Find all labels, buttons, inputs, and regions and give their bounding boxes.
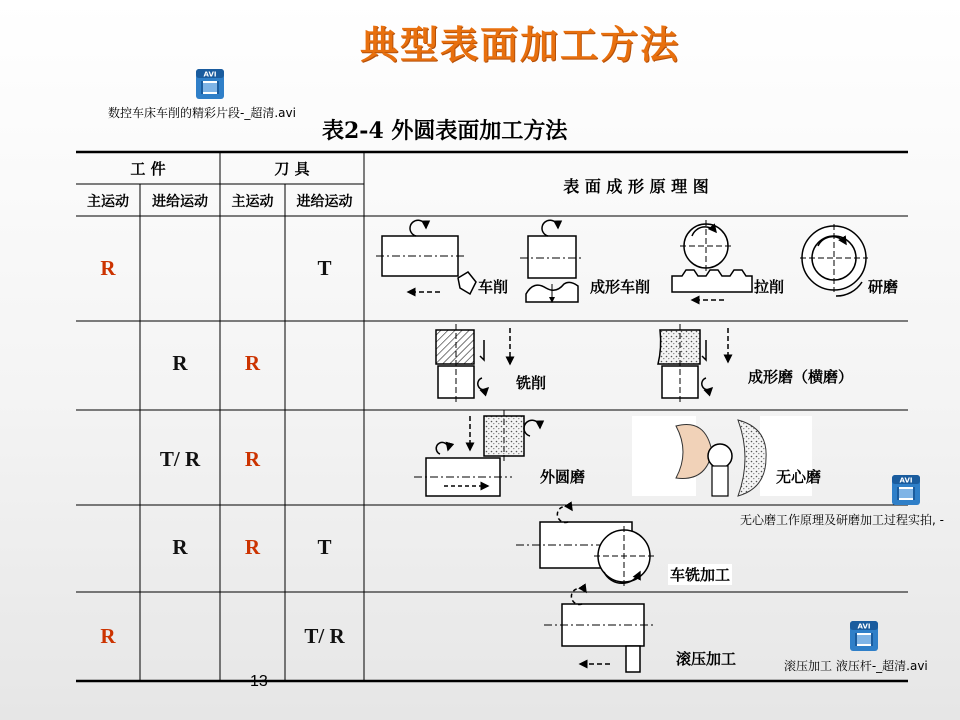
- page-number: 13: [250, 673, 268, 690]
- roller-burnishing-diagram: [544, 588, 656, 672]
- subheader-work-main: 主运动: [87, 194, 129, 210]
- avi-file-icon[interactable]: [890, 474, 922, 506]
- cylindrical-grinding-diagram: [414, 410, 540, 496]
- subheader-work-feed: 进给运动: [152, 194, 208, 210]
- header-tool: 刀 具: [274, 160, 310, 178]
- table-cell: T: [317, 256, 332, 280]
- label-turn-milling: 车铣加工: [670, 566, 731, 584]
- table-cell: T/ R: [304, 624, 345, 648]
- svg-text:AVI: AVI: [857, 622, 871, 631]
- lapping-diagram: [800, 224, 868, 296]
- header-diagram: 表 面 成 形 原 理 图: [563, 177, 709, 196]
- header-workpiece: 工 件: [130, 160, 166, 178]
- table-cell: R: [100, 624, 116, 648]
- svg-text:AVI: AVI: [203, 70, 217, 79]
- broaching-diagram: [672, 220, 752, 300]
- video-file-2-label[interactable]: 无心磨工作原理及研磨加工过程实拍, -: [740, 513, 944, 527]
- label-roller-burnishing: 滚压加工: [676, 650, 737, 668]
- table-cell: R: [244, 535, 261, 559]
- milling-diagram: [436, 324, 510, 404]
- label-milling: 铣削: [516, 374, 547, 392]
- video-file-1-label[interactable]: 数控车床车削的精彩片段-_超清.avi: [108, 106, 296, 120]
- video-file-3-label[interactable]: 滚压加工 液压杆-_超清.avi: [784, 659, 928, 673]
- label-centerless-grinding: 无心磨: [776, 468, 822, 486]
- table-cell: R: [100, 256, 116, 280]
- label-form-grinding: 成形磨（横磨）: [748, 368, 854, 386]
- slide-title: 典型表面加工方法: [359, 23, 680, 67]
- avi-file-icon[interactable]: [848, 620, 880, 652]
- label-turning: 车削: [478, 278, 509, 296]
- label-broaching: 拉削: [754, 278, 785, 296]
- turn-milling-diagram: [516, 506, 654, 586]
- table-cell: R: [172, 535, 188, 559]
- video-file-2[interactable]: [890, 474, 922, 510]
- table-cell: R: [172, 351, 188, 375]
- svg-text:AVI: AVI: [899, 476, 913, 485]
- turning-diagram: [376, 220, 476, 294]
- table-cell: R: [244, 447, 261, 471]
- label-cylindrical-grinding: 外圆磨: [540, 468, 586, 486]
- table-cell: T/ R: [159, 447, 201, 471]
- table-cell: T: [317, 535, 332, 559]
- table-caption: 表2-4 外圆表面加工方法: [322, 118, 568, 144]
- form-turning-diagram: [520, 220, 584, 302]
- subheader-tool-main: 主运动: [231, 194, 274, 210]
- subheader-tool-feed: 进给运动: [296, 194, 353, 210]
- table-cell: R: [244, 351, 261, 375]
- video-file-3[interactable]: [848, 620, 880, 656]
- label-lapping: 研磨: [868, 278, 899, 296]
- form-grinding-diagram: [658, 324, 728, 404]
- label-form-turning: 成形车削: [590, 278, 651, 296]
